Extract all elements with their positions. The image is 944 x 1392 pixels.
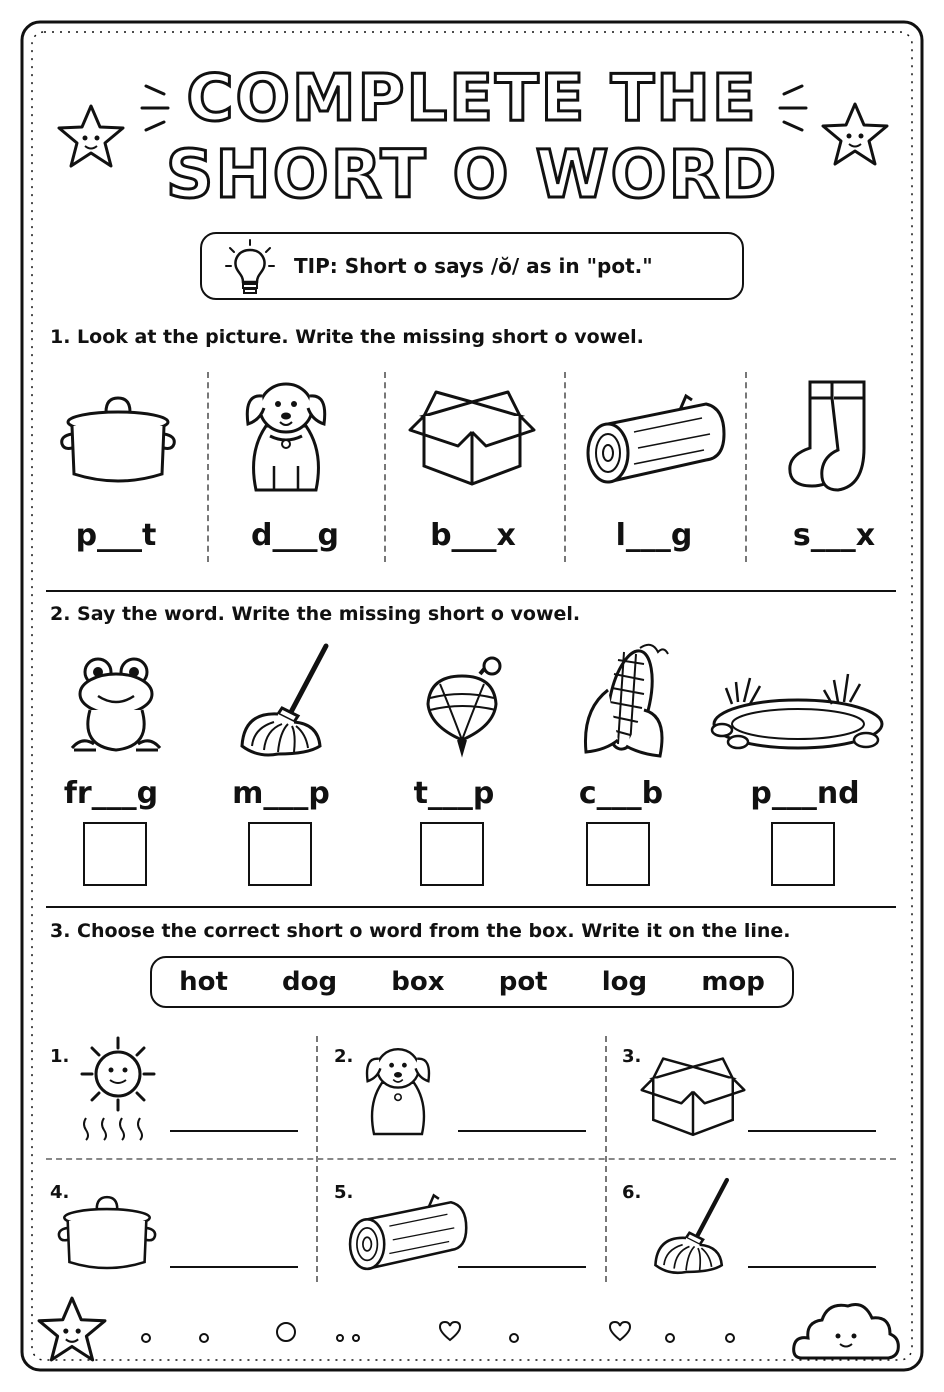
answer-box[interactable] bbox=[83, 822, 147, 886]
answer-box[interactable] bbox=[248, 822, 312, 886]
word-log: l___g bbox=[615, 518, 693, 553]
answer-line[interactable] bbox=[748, 1266, 876, 1268]
box-picture bbox=[408, 386, 536, 486]
cloud-icon bbox=[790, 1296, 902, 1362]
word-bank bbox=[150, 956, 794, 1008]
page-title-line2: SHORT O WORD bbox=[165, 136, 779, 213]
heart-icon bbox=[438, 1320, 462, 1342]
answer-line[interactable] bbox=[458, 1266, 586, 1268]
section-divider bbox=[46, 590, 896, 592]
word-bank-item: pot bbox=[498, 967, 548, 997]
word-bank-item: mop bbox=[701, 967, 765, 997]
answer-box[interactable] bbox=[420, 822, 484, 886]
sparkle-lines-icon bbox=[770, 80, 810, 136]
word-pot: p___t bbox=[75, 518, 157, 553]
mop-picture bbox=[238, 642, 332, 758]
column-divider bbox=[564, 372, 566, 562]
answer-line[interactable] bbox=[170, 1266, 298, 1268]
item-number: 3. bbox=[622, 1046, 642, 1067]
item-number: 1. bbox=[50, 1046, 70, 1067]
item-number: 5. bbox=[334, 1182, 354, 1203]
page-title-line1: COMPLETE THE bbox=[186, 62, 758, 136]
word-bank-item: box bbox=[391, 967, 445, 997]
answer-line[interactable] bbox=[170, 1130, 298, 1132]
answer-box[interactable] bbox=[586, 822, 650, 886]
pot-picture bbox=[54, 1192, 160, 1274]
item-number: 2. bbox=[334, 1046, 354, 1067]
socks-picture bbox=[780, 378, 890, 494]
dog-picture bbox=[236, 374, 336, 496]
word-cob: c___b bbox=[578, 776, 664, 811]
star-icon bbox=[36, 1296, 108, 1362]
word-bank-item: hot bbox=[179, 967, 228, 997]
word-box: b___x bbox=[430, 518, 516, 553]
section-divider bbox=[46, 906, 896, 908]
log-picture bbox=[584, 392, 730, 488]
spinning-top-picture bbox=[414, 654, 510, 758]
word-pond: p___nd bbox=[750, 776, 860, 811]
section3-heading: 3. Choose the correct short o word from the box. Write it on the line. bbox=[50, 920, 791, 942]
star-icon bbox=[820, 102, 890, 166]
word-mop: m___p bbox=[232, 776, 330, 811]
word-dog: d___g bbox=[251, 518, 339, 553]
word-bank-item: log bbox=[601, 967, 648, 997]
column-divider bbox=[207, 372, 209, 562]
row-divider bbox=[46, 1158, 896, 1160]
log-picture bbox=[346, 1192, 472, 1274]
column-divider bbox=[384, 372, 386, 562]
answer-line[interactable] bbox=[748, 1130, 876, 1132]
mop-picture bbox=[652, 1176, 732, 1276]
pond-picture bbox=[708, 668, 886, 754]
corn-cob-picture bbox=[578, 640, 672, 762]
box-picture bbox=[640, 1052, 746, 1138]
section1-heading: 1. Look at the picture. Write the missing short o vowel. bbox=[50, 326, 644, 348]
lightbulb-icon bbox=[224, 238, 276, 298]
heart-icon bbox=[608, 1320, 632, 1342]
answer-line[interactable] bbox=[458, 1130, 586, 1132]
answer-box[interactable] bbox=[771, 822, 835, 886]
item-number: 6. bbox=[622, 1182, 642, 1203]
word-frog: fr___g bbox=[63, 776, 159, 811]
item-number: 4. bbox=[50, 1182, 70, 1203]
word-bank-item: dog bbox=[282, 967, 338, 997]
dog-picture bbox=[358, 1038, 438, 1142]
hot-sun-picture bbox=[74, 1034, 162, 1142]
tip-box bbox=[200, 232, 744, 300]
tip-text: TIP: Short o says /ŏ/ as in "pot." bbox=[294, 254, 653, 278]
word-top: t___p bbox=[413, 776, 495, 811]
section2-heading: 2. Say the word. Write the missing short o vowel. bbox=[50, 603, 581, 625]
pot-picture bbox=[56, 392, 180, 488]
sparkle-lines-icon bbox=[138, 80, 178, 136]
star-icon bbox=[56, 104, 126, 168]
frog-picture bbox=[68, 656, 164, 756]
column-divider bbox=[745, 372, 747, 562]
word-socks: s___x bbox=[792, 518, 876, 553]
